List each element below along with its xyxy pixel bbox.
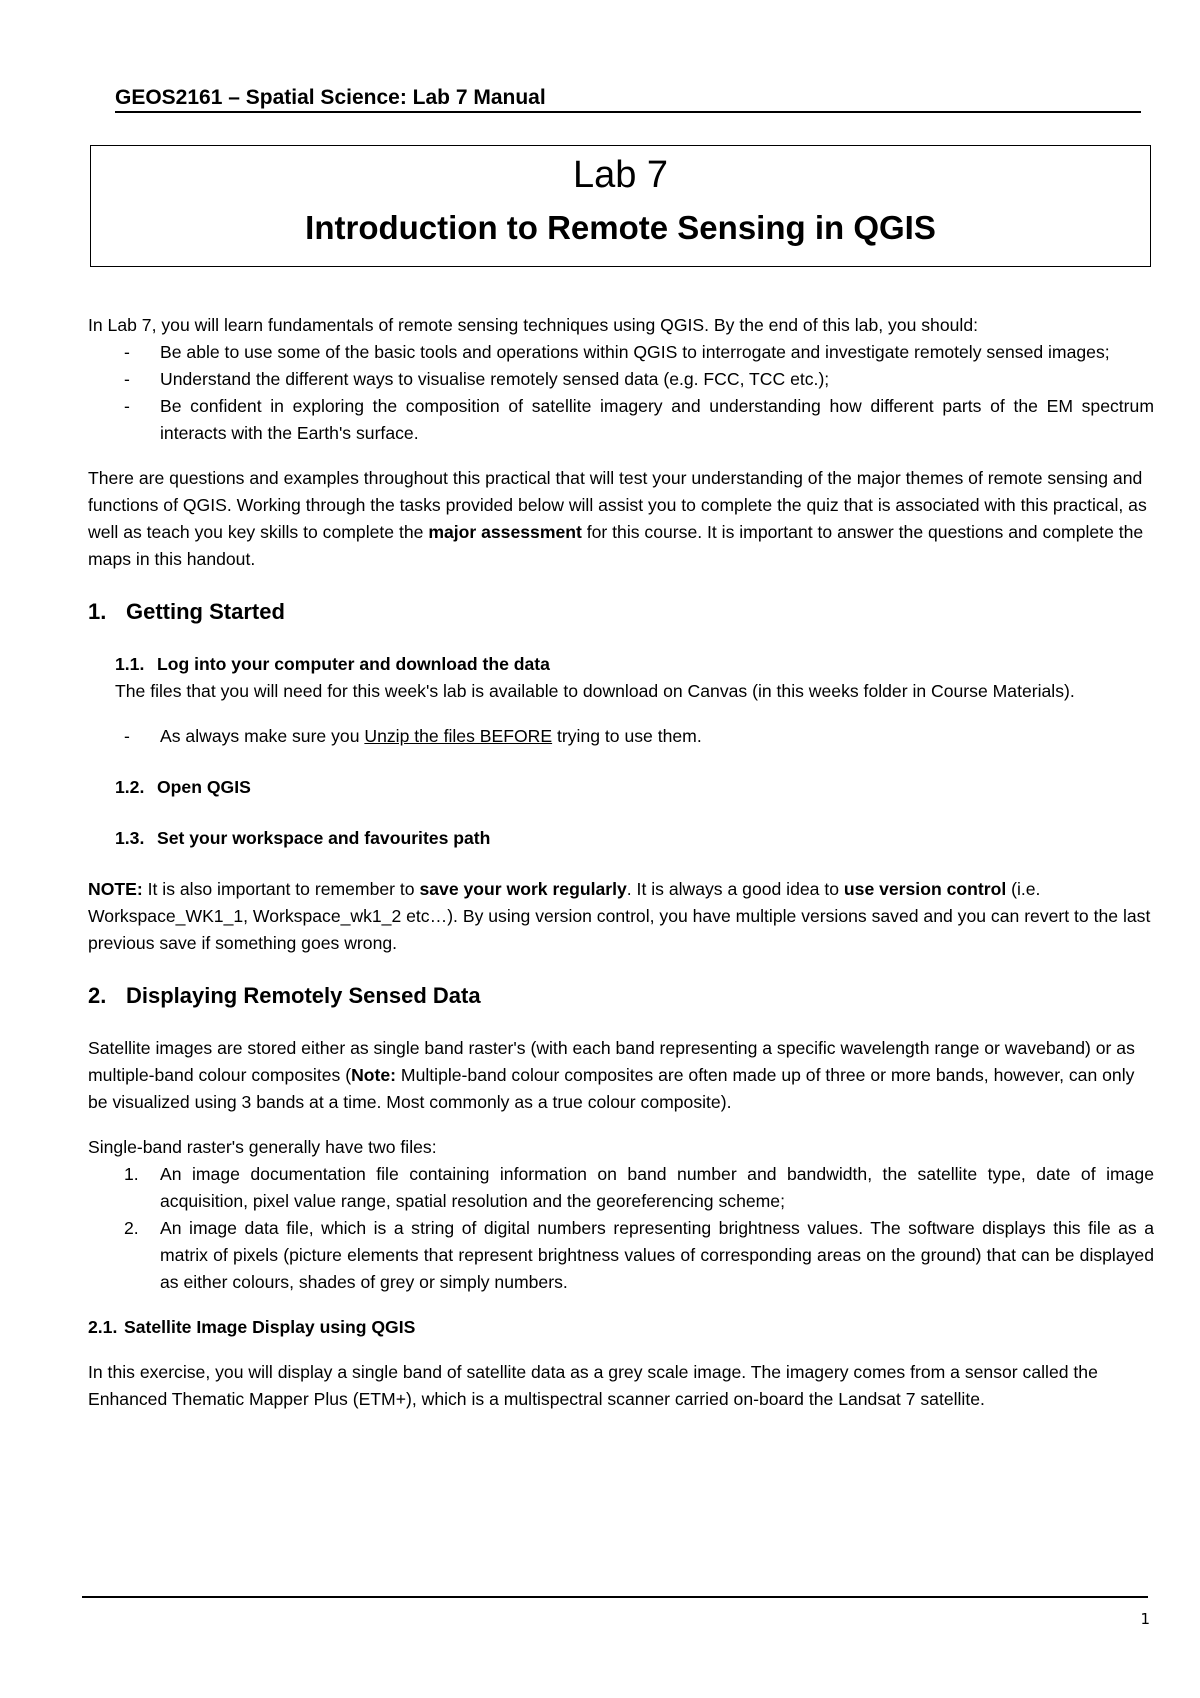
- list-item: - Understand the different ways to visualise remotely sensed data (e.g. FCC, TCC etc.);: [124, 369, 830, 389]
- raster-files-list: [88, 1161, 1154, 1296]
- lab-number: Lab 7: [572, 154, 669, 196]
- intro-paragraph: There are questions and examples throughout this practical that will test your understanding of the major themes of remote sensing and functions of QGIS. Working through the tasks provided below will assist you to complete the quiz that is associated with this practical, as well as teach you key skills to complete the major assessment for this course. It is important to answer the questions and complete the maps in this handout.: [88, 468, 1147, 569]
- list-item: - Be confident in exploring the composition of satellite imagery and understanding how different parts of the EM spectrum interacts with the Earth's surface.: [124, 396, 1154, 443]
- list-item: - As always make sure you Unzip the files BEFORE trying to use them.: [124, 726, 702, 746]
- list-item: 2. An image data file, which is a string of digital numbers representing brightness values. The software displays this file as a matrix of pixels (picture elements that represent brightness values of corresponding areas on the ground) that can be displayed as either colours, shades of grey or simply numbers.: [124, 1218, 1154, 1292]
- running-header: GEOS2161 – Spatial Science: Lab 7 Manual: [115, 86, 1141, 113]
- footer-divider: [82, 1596, 1148, 1598]
- page-number: 1: [1140, 1610, 1150, 1628]
- section-1-3-heading: 1.3. Set your workspace and favourites path: [115, 828, 491, 848]
- note-paragraph: NOTE: It is also important to remember to save your work regularly. It is always a good idea to use version control (i.e. Workspace_WK1_1, Workspace_wk1_2 etc…). By using version control, you have multiple versions saved and you can revert to the last previous save if something goes wrong.: [88, 879, 1151, 953]
- section-2-heading: 2. Displaying Remotely Sensed Data: [88, 983, 481, 1008]
- lab-title: Introduction to Remote Sensing in QGIS: [305, 209, 936, 246]
- section-2-paragraph-1: Satellite images are stored either as single band raster's (with each band representing a specific wavelength range or waveband) or as multiple-band colour composites (Note: Multiple-band colour composites are often made up of three or more bands, however, can only be visualized using 3 bands at a time. Most commonly as a true colour composite).: [88, 1038, 1135, 1112]
- section-1-1-heading: 1.1. Log into your computer and download the data: [115, 654, 550, 674]
- section-2-1-text: In this exercise, you will display a single band of satellite data as a grey scale image. The imagery comes from a sensor called the Enhanced Thematic Mapper Plus (ETM+), which is a multispectral scanner carried on-board the Landsat 7 satellite.: [88, 1362, 1098, 1409]
- title-box: [90, 145, 1151, 267]
- section-1-2-heading: 1.2. Open QGIS: [115, 777, 251, 797]
- unzip-emphasis: Unzip the files BEFORE: [364, 726, 553, 746]
- document-body: [88, 312, 1154, 1413]
- unzip-list: [88, 723, 1154, 750]
- objectives-list: [88, 339, 1154, 447]
- section-1-heading: 1. Getting Started: [88, 599, 285, 624]
- section-2-paragraph-2: Single-band raster's generally have two files:: [88, 1137, 437, 1157]
- list-item: 1. An image documentation file containing information on band number and bandwidth, the satellite type, date of image acquisition, pixel value range, spatial resolution and the georeferencing scheme;: [124, 1164, 1154, 1211]
- list-item: - Be able to use some of the basic tools and operations within QGIS to interrogate and investigate remotely sensed images;: [124, 342, 1110, 362]
- section-2-1-heading: 2.1. Satellite Image Display using QGIS: [88, 1317, 416, 1337]
- intro-lead: In Lab 7, you will learn fundamentals of remote sensing techniques using QGIS. By the end of this lab, you should:: [88, 315, 978, 335]
- section-1-1-text: The files that you will need for this week's lab is available to download on Canvas (in this weeks folder in Course Materials).: [115, 681, 1075, 701]
